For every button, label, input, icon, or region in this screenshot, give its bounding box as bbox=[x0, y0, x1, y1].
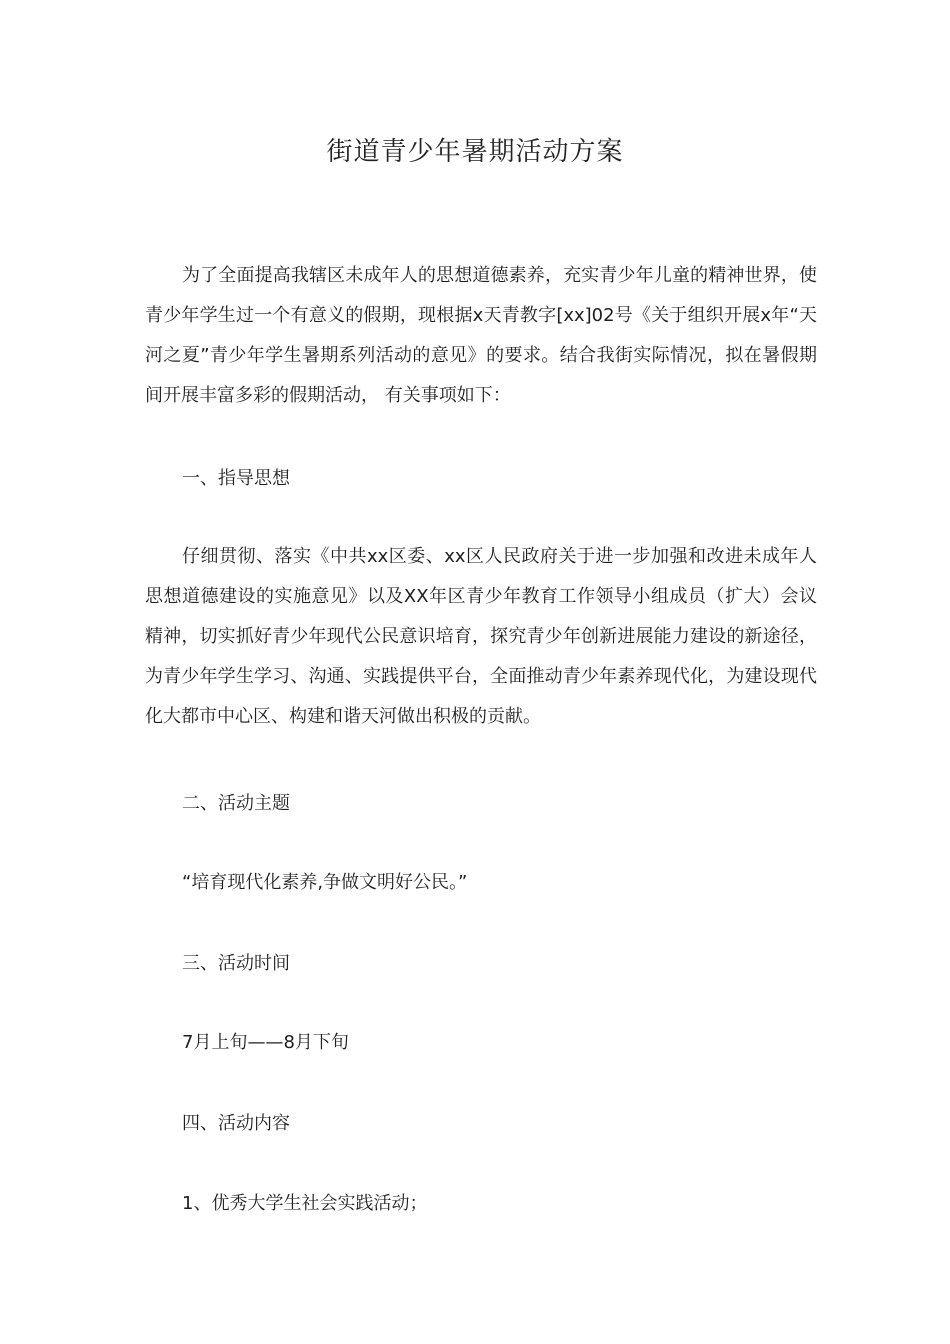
document-title: 街道青少年暑期活动方案 bbox=[326, 137, 624, 167]
section-heading-activity-theme: 二、活动主题 bbox=[182, 793, 290, 814]
guiding-ideology-paragraph: 仔细贯彻、落实《中共xx区委、xx区人民政府关于进一步加强和改进未成年人思想道德建设的实施意见》以及XX年区青少年教育工作领导小组成员（扩大）会议精神，切实抓好青少年现代公民意识培育，探究青少年创新进展能力建设的新途径，为青少年学生学习、沟通、实践提供平台，全面推动青少年素养现代化，为建设现代化大都市中心区、构建和谐天河做出积极的贡献。 bbox=[145, 546, 817, 727]
section-heading-activity-content: 四、活动内容 bbox=[182, 1113, 290, 1134]
section-heading-guiding-ideology: 一、指导思想 bbox=[182, 468, 290, 489]
section-heading-activity-time: 三、活动时间 bbox=[182, 953, 290, 974]
intro-paragraph: 为了全面提高我辖区未成年人的思想道德素养，充实青少年儿童的精神世界，使青少年学生过一个有意义的假期，现根据x天青教字[xx]02号《关于组织开展x年“天河之夏”青少年学生暑期系列活动的意见》的要求。结合我街实际情况，拟在暑假期间开展丰富多彩的假期活动， 有关事项如下： bbox=[145, 265, 817, 406]
activity-content-item: 1、优秀大学生社会实践活动； bbox=[182, 1193, 428, 1214]
activity-time-text: 7月上旬——8月下旬 bbox=[182, 1032, 349, 1053]
activity-theme-text: “培育现代化素养,争做文明好公民。” bbox=[182, 872, 468, 893]
